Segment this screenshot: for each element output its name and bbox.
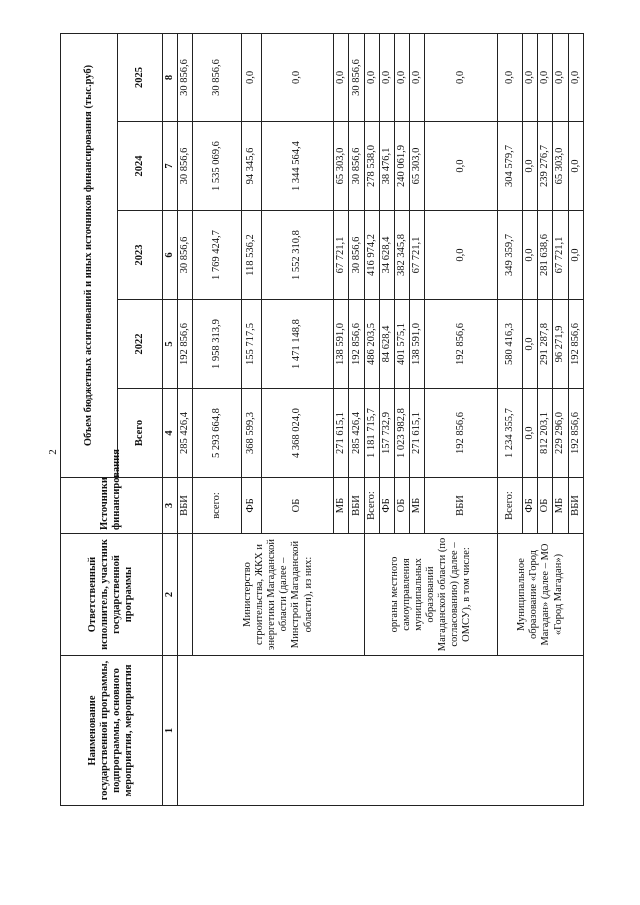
value-cell: 4 368 024,0 <box>261 389 334 478</box>
source-cell: МБ <box>553 478 568 534</box>
source-cell: Всего: <box>364 478 379 534</box>
value-cell: 349 359,7 <box>497 211 522 300</box>
value-cell: 486 203,5 <box>364 300 379 389</box>
table-container <box>60 34 584 806</box>
value-cell: 271 615,1 <box>410 389 425 478</box>
value-cell: 1 023 982,8 <box>394 389 409 478</box>
source-cell: ОБ <box>538 478 553 534</box>
value-cell: 416 974,2 <box>364 211 379 300</box>
source-cell: всего: <box>193 478 241 534</box>
value-cell: 192 856,6 <box>177 300 192 389</box>
value-cell: 5 293 664,8 <box>193 389 241 478</box>
source-cell: МБ <box>410 478 425 534</box>
value-cell: 65 303,0 <box>334 122 349 211</box>
value-cell: 30 856,6 <box>177 33 192 121</box>
value-cell: 1 234 355,7 <box>497 389 522 478</box>
value-cell: 192 856,6 <box>425 389 498 478</box>
value-cell: 285 426,4 <box>349 389 364 478</box>
participant-mo-magadan: Муниципальное образование «Город Магадан» (далее – МО «Город Магадан») <box>497 534 583 656</box>
value-cell: 138 591,0 <box>334 300 349 389</box>
value-cell: 192 856,6 <box>425 300 498 389</box>
source-cell: ОБ <box>261 478 334 534</box>
value-cell: 67 721,1 <box>334 211 349 300</box>
value-cell: 1 769 424,7 <box>193 211 241 300</box>
value-cell: 285 426,4 <box>177 389 192 478</box>
value-cell: 291 287,8 <box>538 300 553 389</box>
value-cell: 0,0 <box>261 33 334 121</box>
value-cell: 0,0 <box>538 33 553 121</box>
header-budget-group: Объем бюджетных ассигнований и иных источников финансирования (тыс.руб) <box>61 33 118 477</box>
value-cell: 30 856,6 <box>349 33 364 121</box>
value-cell: 0,0 <box>523 122 538 211</box>
value-cell: 0,0 <box>523 389 538 478</box>
value-cell: 30 856,6 <box>349 122 364 211</box>
index-cell: 1 <box>162 656 177 806</box>
value-cell: 0,0 <box>568 211 583 300</box>
value-cell: 0,0 <box>425 211 498 300</box>
participant-omsu: органы местного самоуправления муниципальных образований Магаданской области (по согласованию) (далее – ОМСУ), в том числе: <box>364 534 497 656</box>
value-cell: 271 615,1 <box>334 389 349 478</box>
value-cell: 281 638,6 <box>538 211 553 300</box>
index-cell: 7 <box>162 122 177 211</box>
responsible-cell-empty <box>177 534 192 656</box>
value-cell: 1 471 148,8 <box>261 300 334 389</box>
index-cell: 3 <box>162 478 177 534</box>
header-sources: Источники финансирования <box>61 478 163 534</box>
value-cell: 157 732,9 <box>379 389 394 478</box>
value-cell: 229 296,0 <box>553 389 568 478</box>
value-cell: 1 535 069,6 <box>193 122 241 211</box>
value-cell: 1 552 310,8 <box>261 211 334 300</box>
value-cell: 240 061,9 <box>394 122 409 211</box>
header-year-2022: 2022 <box>118 300 162 389</box>
value-cell: 239 276,7 <box>538 122 553 211</box>
value-cell: 192 856,6 <box>568 389 583 478</box>
index-cell: 6 <box>162 211 177 300</box>
source-cell: ФБ <box>241 478 261 534</box>
value-cell: 0,0 <box>568 33 583 121</box>
value-cell: 812 203,1 <box>538 389 553 478</box>
source-cell: МБ <box>334 478 349 534</box>
value-cell: 0,0 <box>568 122 583 211</box>
value-cell: 0,0 <box>394 33 409 121</box>
index-cell: 4 <box>162 389 177 478</box>
value-cell: 0,0 <box>523 300 538 389</box>
value-cell: 67 721,1 <box>553 211 568 300</box>
header-total: Всего <box>118 389 162 478</box>
index-cell: 5 <box>162 300 177 389</box>
value-cell: 65 303,0 <box>553 122 568 211</box>
value-cell: 94 345,6 <box>241 122 261 211</box>
header-responsible: Ответственный исполнитель, участник государственной программы <box>61 534 163 656</box>
value-cell: 1 344 564,4 <box>261 122 334 211</box>
value-cell: 368 599,3 <box>241 389 261 478</box>
value-cell: 155 717,5 <box>241 300 261 389</box>
source-cell: ФБ <box>523 478 538 534</box>
value-cell: 30 856,6 <box>193 33 241 121</box>
index-cell: 8 <box>162 33 177 121</box>
value-cell: 1 181 715,7 <box>364 389 379 478</box>
value-cell: 0,0 <box>523 211 538 300</box>
rotated-page <box>60 34 584 806</box>
value-cell: 30 856,6 <box>349 211 364 300</box>
index-cell: 2 <box>162 534 177 656</box>
value-cell: 580 416,3 <box>497 300 522 389</box>
source-cell: Всего: <box>497 478 522 534</box>
value-cell: 67 721,1 <box>410 211 425 300</box>
header-year-2023: 2023 <box>118 211 162 300</box>
header-year-2024: 2024 <box>118 122 162 211</box>
value-cell: 84 628,4 <box>379 300 394 389</box>
source-cell: ФБ <box>379 478 394 534</box>
value-cell: 0,0 <box>497 33 522 121</box>
value-cell: 0,0 <box>425 122 498 211</box>
value-cell: 30 856,6 <box>177 211 192 300</box>
value-cell: 38 476,1 <box>379 122 394 211</box>
value-cell: 65 303,0 <box>410 122 425 211</box>
value-cell: 0,0 <box>241 33 261 121</box>
source-cell: ВБИ <box>177 478 192 534</box>
program-name-cell <box>177 656 583 806</box>
value-cell: 138 591,0 <box>410 300 425 389</box>
value-cell: 278 538,0 <box>364 122 379 211</box>
value-cell: 0,0 <box>410 33 425 121</box>
value-cell: 34 628,4 <box>379 211 394 300</box>
source-cell: ВБИ <box>425 478 498 534</box>
value-cell: 0,0 <box>334 33 349 121</box>
participant-ministry: Министерство строительства, ЖКХ и энергетики Магаданской области (далее – Минстрой Магаданской области), из них: <box>193 534 364 656</box>
header-year-2025: 2025 <box>118 33 162 121</box>
value-cell: 192 856,6 <box>568 300 583 389</box>
value-cell: 382 345,8 <box>394 211 409 300</box>
value-cell: 96 271,9 <box>553 300 568 389</box>
source-cell: ОБ <box>394 478 409 534</box>
value-cell: 0,0 <box>379 33 394 121</box>
value-cell: 0,0 <box>553 33 568 121</box>
source-cell: ВБИ <box>568 478 583 534</box>
value-cell: 118 536,2 <box>241 211 261 300</box>
header-name: Наименование государственной программы, подпрограммы, основного мероприятия, мероприятия <box>61 656 163 806</box>
value-cell: 0,0 <box>523 33 538 121</box>
value-cell: 1 958 313,9 <box>193 300 241 389</box>
value-cell: 401 575,1 <box>394 300 409 389</box>
value-cell: 192 856,6 <box>349 300 364 389</box>
value-cell: 304 579,7 <box>497 122 522 211</box>
budget-table <box>60 33 584 806</box>
source-cell: ВБИ <box>349 478 364 534</box>
value-cell: 30 856,6 <box>177 122 192 211</box>
page-number: 2 <box>47 449 59 455</box>
value-cell: 0,0 <box>425 33 498 121</box>
value-cell: 0,0 <box>364 33 379 121</box>
